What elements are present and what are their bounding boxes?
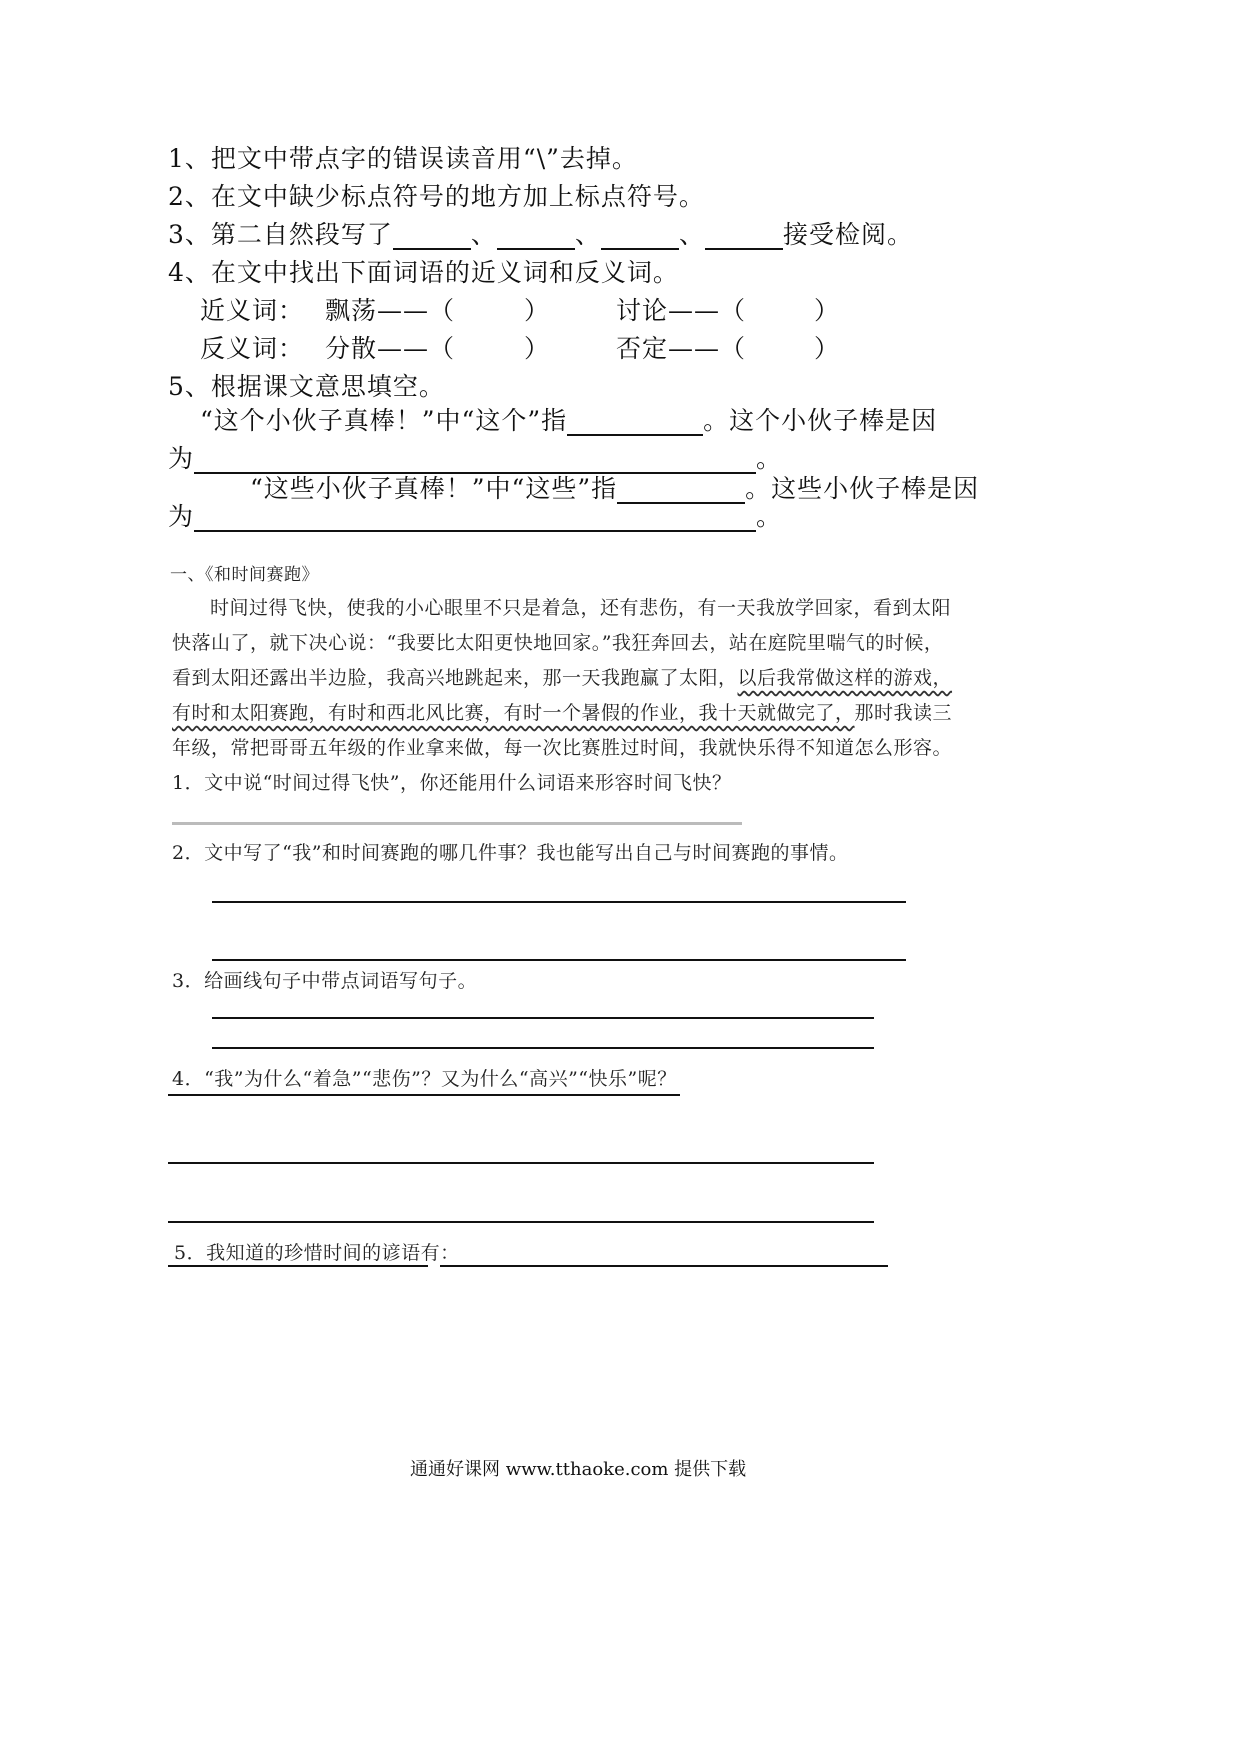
synonym-label: 近义词： <box>200 296 305 325</box>
separator: 、 <box>470 220 497 249</box>
part2-question-1: 1．文中说“时间过得飞快”，你还能用什么词语来形容时间飞快？ <box>172 772 732 794</box>
word-taolun: 讨论——（ <box>616 296 747 325</box>
answer-blank[interactable] <box>497 222 575 250</box>
underlined-sentence: 有时和太阳赛跑，有时和西北风比赛，有时一个暑假的作业，我十天就做完了， <box>172 702 855 724</box>
question-2: 2、在文中缺少标点符号的地方加上标点符号。 <box>168 182 705 211</box>
close-paren: ） <box>524 334 551 363</box>
question-5-sentence-2 <box>250 474 979 504</box>
answer-line[interactable] <box>168 1221 874 1223</box>
question-5-reason-2 <box>168 502 782 532</box>
answer-line[interactable] <box>168 1094 680 1096</box>
passage-line-4 <box>172 700 952 726</box>
word-fensan: 分散——（ <box>325 334 456 363</box>
passage-text: 看到太阳还露出半边脸，我高兴地跳起来，那一天我跑赢了太阳， <box>172 667 738 689</box>
part2-question-2: 2．文中写了“我”和时间赛跑的哪几件事？我也能写出自己与时间赛跑的事情。 <box>172 842 849 864</box>
answer-line[interactable] <box>212 901 906 903</box>
underlined-sentence: 以后我常做这样的游戏， <box>737 667 953 689</box>
answer-line[interactable] <box>168 1162 874 1164</box>
sentence-2-tail: 。这些小伙子棒是因 <box>745 474 980 503</box>
question-3-lead: 3、第二自然段写了 <box>168 220 393 249</box>
separator: 、 <box>678 220 705 249</box>
sentence-1-tail: 。这个小伙子棒是因 <box>703 406 938 435</box>
sentence-2-lead: “这些小伙子真棒！”中“这些”指 <box>250 474 618 503</box>
question-3 <box>168 220 913 250</box>
answer-blank[interactable] <box>601 222 679 250</box>
answer-line[interactable] <box>212 1017 874 1019</box>
question-3-tail: 接受检阅。 <box>782 220 913 249</box>
question-5-sentence-1 <box>200 406 937 436</box>
section-title: 一、《和时间赛跑》 <box>170 565 319 585</box>
close-paren: ） <box>524 296 551 325</box>
passage-line-5: 年级，常把哥哥五年级的作业拿来做，每一次比赛胜过时间，我就快乐得不知道怎么形容。 <box>172 737 953 759</box>
footer-text: 通通好课网 www.tthaoke.com 提供下载 <box>410 1459 747 1480</box>
passage-line-3 <box>172 665 952 691</box>
passage-line-1: 时间过得飞快，使我的小心眼里不只是着急，还有悲伤，有一天我放学回家，看到太阳 <box>210 597 952 619</box>
antonym-label: 反义词： <box>200 334 305 363</box>
word-fouding: 否定——（ <box>616 334 747 363</box>
answer-line[interactable] <box>172 822 742 825</box>
answer-blank[interactable] <box>393 222 471 250</box>
answer-line[interactable] <box>212 959 906 961</box>
question-5: 5、根据课文意思填空。 <box>168 372 445 401</box>
passage-text: 那时我读三 <box>854 702 953 724</box>
answer-blank[interactable] <box>617 476 745 504</box>
sentence-1-lead: “这个小伙子真棒！”中“这个”指 <box>200 406 568 435</box>
question-underline <box>168 1265 428 1267</box>
answer-line[interactable] <box>440 1265 888 1267</box>
wei-label: 为 <box>168 502 195 531</box>
wei-label: 为 <box>168 444 195 473</box>
separator: 、 <box>574 220 601 249</box>
answer-blank[interactable] <box>705 222 783 250</box>
answer-line[interactable] <box>212 1047 874 1049</box>
close-paren: ） <box>814 296 841 325</box>
question-1: 1、把文中带点字的错误读音用“\”去掉。 <box>168 144 638 173</box>
passage-line-2: 快落山了，就下决心说：“我要比太阳更快地回家。”我狂奔回去，站在庭院里喘气的时候， <box>172 632 944 654</box>
question-5-reason-1 <box>168 444 782 474</box>
period: 。 <box>756 502 783 531</box>
answer-blank[interactable] <box>194 504 756 532</box>
period: 。 <box>756 444 783 473</box>
word-piaodang: 飘荡——（ <box>325 296 456 325</box>
part2-question-3: 3．给画线句子中带点词语写句子。 <box>172 970 478 992</box>
part2-question-4: 4．“我”为什么“着急”“悲伤”？又为什么“高兴”“快乐”呢？ <box>172 1068 677 1090</box>
close-paren: ） <box>814 334 841 363</box>
answer-blank[interactable] <box>567 408 703 436</box>
answer-blank[interactable] <box>194 446 756 474</box>
part2-question-5: 5．我知道的珍惜时间的谚语有： <box>174 1242 460 1264</box>
question-4: 4、在文中找出下面词语的近义词和反义词。 <box>168 258 679 287</box>
